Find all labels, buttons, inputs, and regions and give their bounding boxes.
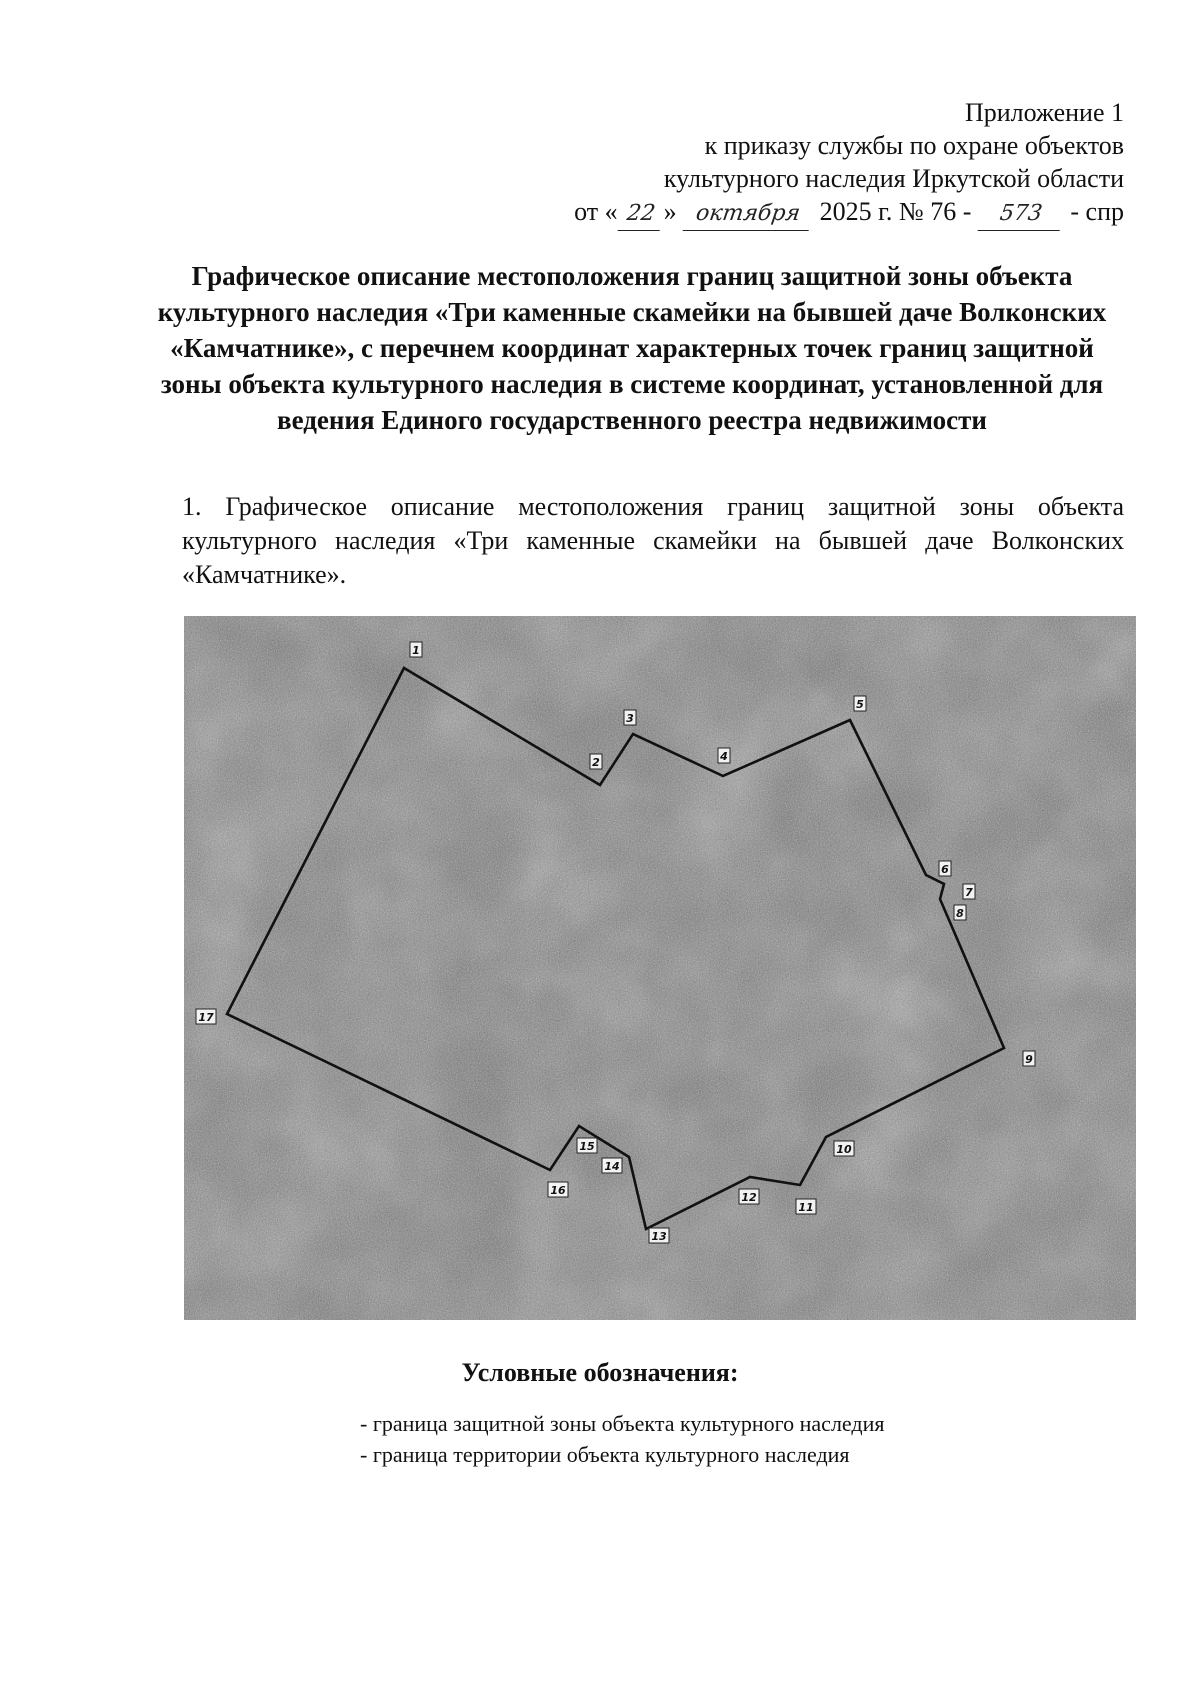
point-label-6: [939, 861, 951, 876]
order-mid: »: [663, 197, 677, 226]
point-label-text: 14: [604, 1160, 620, 1173]
point-label-text: 12: [741, 1191, 757, 1204]
paragraph-line-1: 1. Графическое описание местоположения границ защитной зоны объекта: [182, 492, 1124, 521]
legend-item-territory-boundary: - граница территории объекта культурного наследия: [360, 1442, 850, 1467]
point-label-8: [954, 905, 966, 920]
boundary-map-svg: [184, 616, 1136, 1320]
boundary-map: [184, 616, 1136, 1320]
order-line: [574, 195, 1124, 231]
order-day: 22: [617, 197, 664, 231]
appendix-line-2: к приказу службы по охране объектов: [704, 131, 1124, 160]
appendix-line-3: культурного наследия Иркутской области: [663, 164, 1124, 193]
legend-list: [360, 1408, 884, 1470]
section-paragraph: [182, 490, 1124, 592]
point-label-4: [718, 748, 730, 763]
point-label-13: [649, 1228, 669, 1243]
point-label-14: [602, 1158, 622, 1173]
point-label-text: 15: [579, 1140, 595, 1153]
point-label-text: 8: [956, 907, 964, 920]
legend-title: Условные обозначения:: [461, 1358, 739, 1387]
point-label-text: 13: [651, 1230, 667, 1243]
point-label-text: 11: [798, 1201, 814, 1214]
point-label-text: 9: [1025, 1053, 1033, 1066]
point-label-5: [854, 696, 866, 711]
point-label-2: [590, 754, 602, 769]
order-number: 573: [977, 197, 1064, 231]
order-year: 2025 г. № 76 -: [819, 197, 972, 226]
map-grain: [184, 616, 1136, 1320]
legend-item-zone-boundary: - граница защитной зоны объекта культурного наследия: [360, 1411, 885, 1436]
point-label-12: [739, 1189, 759, 1204]
appendix-header: [574, 96, 1124, 231]
point-label-text: 3: [626, 712, 634, 725]
point-label-text: 5: [856, 698, 864, 711]
document-title: Графическое описание местоположения границ защитной зоны объекта культурного наследия «Три каменные скамейки на бывшей даче Волконских «Камчатнике», с перечнем координат характерных точек границ защитной зоны объекта культурного наследия в системе координат, установленной для ведения Единого государственного реестра недвижимости: [157, 261, 1107, 435]
point-label-11: [796, 1199, 816, 1214]
point-label-10: [834, 1141, 854, 1156]
point-label-9: [1023, 1051, 1035, 1066]
point-label-text: 2: [592, 756, 600, 769]
point-label-text: 16: [550, 1184, 566, 1197]
point-label-17: [196, 1009, 216, 1024]
point-label-text: 1: [412, 644, 420, 657]
point-label-text: 6: [941, 863, 949, 876]
point-label-text: 7: [965, 886, 973, 899]
point-label-text: 4: [720, 750, 728, 763]
point-label-3: [624, 710, 636, 725]
appendix-label: Приложение 1: [964, 98, 1124, 127]
point-label-text: 17: [198, 1011, 214, 1024]
paragraph-line-2: культурного наследия «Три каменные скамейки на бывшей даче Волконских: [182, 526, 1124, 555]
order-month: октября: [683, 197, 814, 231]
point-label-16: [548, 1182, 568, 1197]
order-prefix: от «: [574, 197, 618, 226]
point-label-15: [577, 1138, 597, 1153]
point-label-7: [963, 884, 975, 899]
point-label-1: [410, 642, 422, 657]
paragraph-line-3: «Камчатнике».: [182, 560, 347, 589]
point-label-text: 10: [836, 1143, 852, 1156]
order-suffix: - спр: [1070, 197, 1124, 226]
